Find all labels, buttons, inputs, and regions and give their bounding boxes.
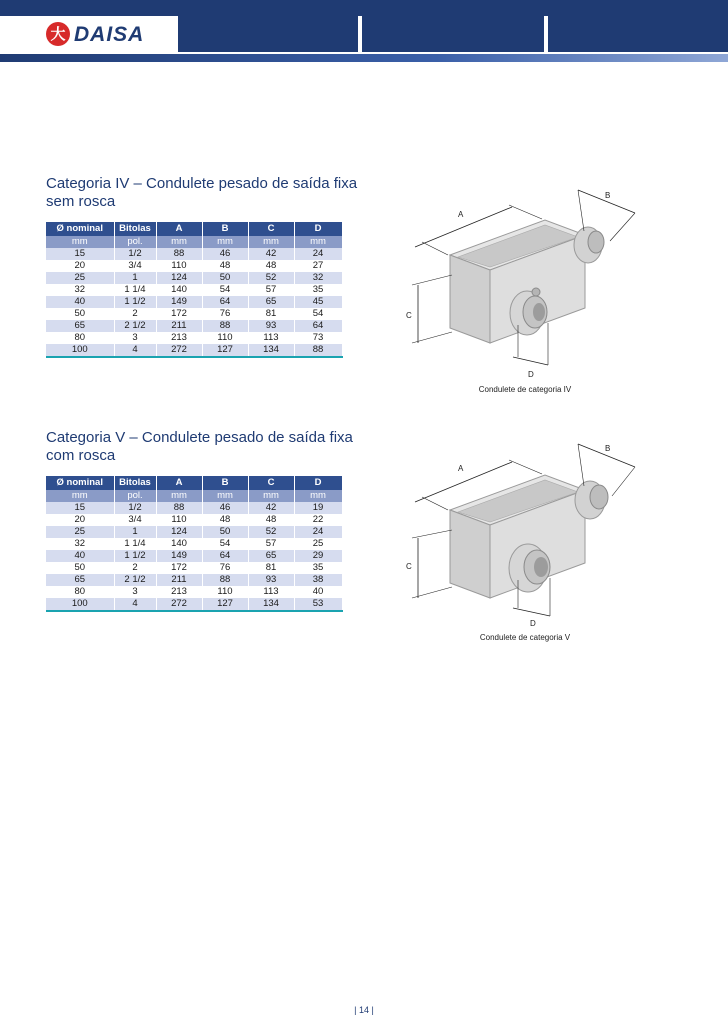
table-cell: 213	[156, 586, 202, 598]
table-cell: 1	[114, 272, 156, 284]
table-row	[46, 320, 342, 332]
table-cell: mm	[202, 236, 248, 248]
table-cell: 88	[202, 320, 248, 332]
dimension-label-d: D	[530, 619, 536, 628]
table-cell: mm	[294, 490, 342, 502]
table-row	[46, 272, 342, 284]
table-cell: 65	[248, 296, 294, 308]
table-cell: 57	[248, 538, 294, 550]
table-cell: B	[202, 476, 248, 490]
table-cell: 38	[294, 574, 342, 586]
table-cell: Bitolas	[114, 222, 156, 236]
table-cell: 1 1/2	[114, 296, 156, 308]
header-top-bar	[0, 0, 728, 16]
table-cell: 3	[114, 586, 156, 598]
table-cell: 110	[202, 586, 248, 598]
table-cell: 211	[156, 574, 202, 586]
header-cells	[178, 16, 728, 54]
table-cell: 54	[294, 308, 342, 320]
table-cell: mm	[248, 490, 294, 502]
table-cell: 65	[46, 574, 114, 586]
table-row	[46, 574, 342, 586]
table-cell: 113	[248, 332, 294, 344]
table-header-row	[46, 476, 342, 490]
dimension-label-b: B	[605, 191, 611, 200]
table-cell: 42	[248, 502, 294, 514]
table-cell: Bitolas	[114, 476, 156, 490]
table-row	[46, 538, 342, 550]
table-cell: mm	[248, 236, 294, 248]
table-cell: B	[202, 222, 248, 236]
dimension-label-a: A	[458, 210, 464, 219]
table-row	[46, 562, 342, 574]
figure-caption-v: Condulete de categoria V	[479, 633, 571, 642]
table-cell: 272	[156, 598, 202, 611]
table-cell: 48	[248, 260, 294, 272]
table-cell: 93	[248, 320, 294, 332]
table-units-row	[46, 490, 342, 502]
table-cell: 27	[294, 260, 342, 272]
table-cell: 76	[202, 308, 248, 320]
table-cell: 32	[294, 272, 342, 284]
header-cell-1	[178, 16, 358, 52]
table-cell: 100	[46, 598, 114, 611]
table-cell: C	[248, 476, 294, 490]
table-cell: 4	[114, 598, 156, 611]
section-title-category-v: Categoria V – Condulete pesado de saída fixa com rosca	[46, 429, 353, 464]
dimension-table-category-v	[46, 476, 343, 612]
table-cell: 20	[46, 514, 114, 526]
table-cell: 32	[46, 284, 114, 296]
table-cell: 46	[202, 248, 248, 260]
table-cell: 110	[156, 260, 202, 272]
table-cell: 64	[294, 320, 342, 332]
table-cell: 29	[294, 550, 342, 562]
table-row	[46, 284, 342, 296]
table-row	[46, 586, 342, 598]
table-cell: 40	[46, 550, 114, 562]
table-cell: 45	[294, 296, 342, 308]
table-cell: 211	[156, 320, 202, 332]
table-cell: mm	[294, 236, 342, 248]
table-cell: D	[294, 222, 342, 236]
table-cell: A	[156, 222, 202, 236]
table-cell: 48	[202, 514, 248, 526]
table-cell: 81	[248, 308, 294, 320]
table-row	[46, 308, 342, 320]
header-cell-2	[362, 16, 544, 52]
table-cell: A	[156, 476, 202, 490]
dimension-table-category-iv	[46, 222, 343, 358]
condulete-iv-drawing	[400, 185, 650, 385]
table-cell: 48	[202, 260, 248, 272]
table-cell: 73	[294, 332, 342, 344]
table-cell: 24	[294, 526, 342, 538]
table-cell: C	[248, 222, 294, 236]
table-cell: mm	[156, 490, 202, 502]
table-cell: 100	[46, 344, 114, 357]
table-cell: D	[294, 476, 342, 490]
table-cell: mm	[46, 490, 114, 502]
page-number: | 14 |	[354, 1005, 374, 1015]
table-cell: 64	[202, 296, 248, 308]
table-cell: 65	[248, 550, 294, 562]
dimension-label-d: D	[528, 370, 534, 379]
table-cell: 110	[156, 514, 202, 526]
table-row	[46, 502, 342, 514]
figure-category-iv	[400, 185, 650, 400]
table-cell: 213	[156, 332, 202, 344]
table-cell: 35	[294, 284, 342, 296]
table-cell: 113	[248, 586, 294, 598]
table-row	[46, 526, 342, 538]
table-cell: 81	[248, 562, 294, 574]
dimension-label-c: C	[406, 311, 412, 320]
table-cell: 25	[294, 538, 342, 550]
table-cell: 1 1/4	[114, 284, 156, 296]
table-cell: 52	[248, 272, 294, 284]
table-cell: 88	[156, 248, 202, 260]
table-cell: 1 1/4	[114, 538, 156, 550]
table-cell: 140	[156, 538, 202, 550]
table-cell: 149	[156, 296, 202, 308]
table-cell: 1/2	[114, 248, 156, 260]
table-cell: 124	[156, 272, 202, 284]
table-cell: 2 1/2	[114, 320, 156, 332]
figure-caption-iv: Condulete de categoria IV	[478, 385, 572, 394]
table-cell: 20	[46, 260, 114, 272]
dimension-label-c: C	[406, 562, 412, 571]
page-header	[0, 0, 728, 62]
table-cell: mm	[202, 490, 248, 502]
condulete-v-drawing	[400, 438, 650, 633]
table-cell: 3/4	[114, 514, 156, 526]
table-row	[46, 550, 342, 562]
table-cell: mm	[156, 236, 202, 248]
table-units-row	[46, 236, 342, 248]
table-cell: 22	[294, 514, 342, 526]
table-cell: 110	[202, 332, 248, 344]
table-cell: 50	[202, 526, 248, 538]
table-row	[46, 332, 342, 344]
section-title-category-iv: Categoria IV – Condulete pesado de saída fixa sem rosca	[46, 175, 358, 210]
table-cell: 52	[248, 526, 294, 538]
table-cell: 40	[46, 296, 114, 308]
table-cell: mm	[46, 236, 114, 248]
table-cell: 2	[114, 562, 156, 574]
table-cell: 46	[202, 502, 248, 514]
table-cell: 57	[248, 284, 294, 296]
brand-logo-text: DAISA	[74, 23, 145, 46]
table-row	[46, 344, 342, 357]
table-cell: 134	[248, 598, 294, 611]
table-cell: 50	[46, 308, 114, 320]
table-cell: 134	[248, 344, 294, 357]
table-cell: 1/2	[114, 502, 156, 514]
table-cell: 15	[46, 502, 114, 514]
table-cell: 2 1/2	[114, 574, 156, 586]
table-cell: 2	[114, 308, 156, 320]
table-cell: 140	[156, 284, 202, 296]
table-cell: 32	[46, 538, 114, 550]
table-cell: 50	[202, 272, 248, 284]
table-cell: 149	[156, 550, 202, 562]
dimension-label-a: A	[458, 464, 464, 473]
table-cell: 65	[46, 320, 114, 332]
table-cell: 80	[46, 332, 114, 344]
table-cell: 25	[46, 526, 114, 538]
table-cell: 25	[46, 272, 114, 284]
table-cell: 172	[156, 308, 202, 320]
header-cell-3	[548, 16, 728, 52]
table-row	[46, 296, 342, 308]
table-cell: 1 1/2	[114, 550, 156, 562]
table-cell: 1	[114, 526, 156, 538]
table-cell: 54	[202, 284, 248, 296]
table-cell: 48	[248, 514, 294, 526]
table-cell: 127	[202, 598, 248, 611]
table-cell: 127	[202, 344, 248, 357]
table-cell: 42	[248, 248, 294, 260]
daisa-logo-icon: 大	[46, 22, 70, 46]
header-bottom-stripe	[0, 54, 728, 62]
table-cell: 4	[114, 344, 156, 357]
table-cell: Ø nominal	[46, 476, 114, 490]
table-cell: 3	[114, 332, 156, 344]
table-cell: 19	[294, 502, 342, 514]
table-cell: 40	[294, 586, 342, 598]
table-cell: 272	[156, 344, 202, 357]
table-cell: 80	[46, 586, 114, 598]
table-row	[46, 598, 342, 611]
table-cell: 53	[294, 598, 342, 611]
table-cell: 50	[46, 562, 114, 574]
table-cell: pol.	[114, 236, 156, 248]
table-cell: 88	[156, 502, 202, 514]
table-header-row	[46, 222, 342, 236]
figure-category-v	[400, 438, 650, 653]
table-cell: 35	[294, 562, 342, 574]
table-cell: pol.	[114, 490, 156, 502]
table-row	[46, 260, 342, 272]
table-cell: 88	[202, 574, 248, 586]
dimension-label-b: B	[605, 444, 611, 453]
table-cell: 76	[202, 562, 248, 574]
table-cell: 88	[294, 344, 342, 357]
table-row	[46, 248, 342, 260]
table-cell: 3/4	[114, 260, 156, 272]
table-cell: 93	[248, 574, 294, 586]
table-cell: 54	[202, 538, 248, 550]
table-cell: 24	[294, 248, 342, 260]
table-row	[46, 514, 342, 526]
table-cell: 124	[156, 526, 202, 538]
table-cell: 15	[46, 248, 114, 260]
table-cell: 172	[156, 562, 202, 574]
table-cell: Ø nominal	[46, 222, 114, 236]
table-cell: 64	[202, 550, 248, 562]
